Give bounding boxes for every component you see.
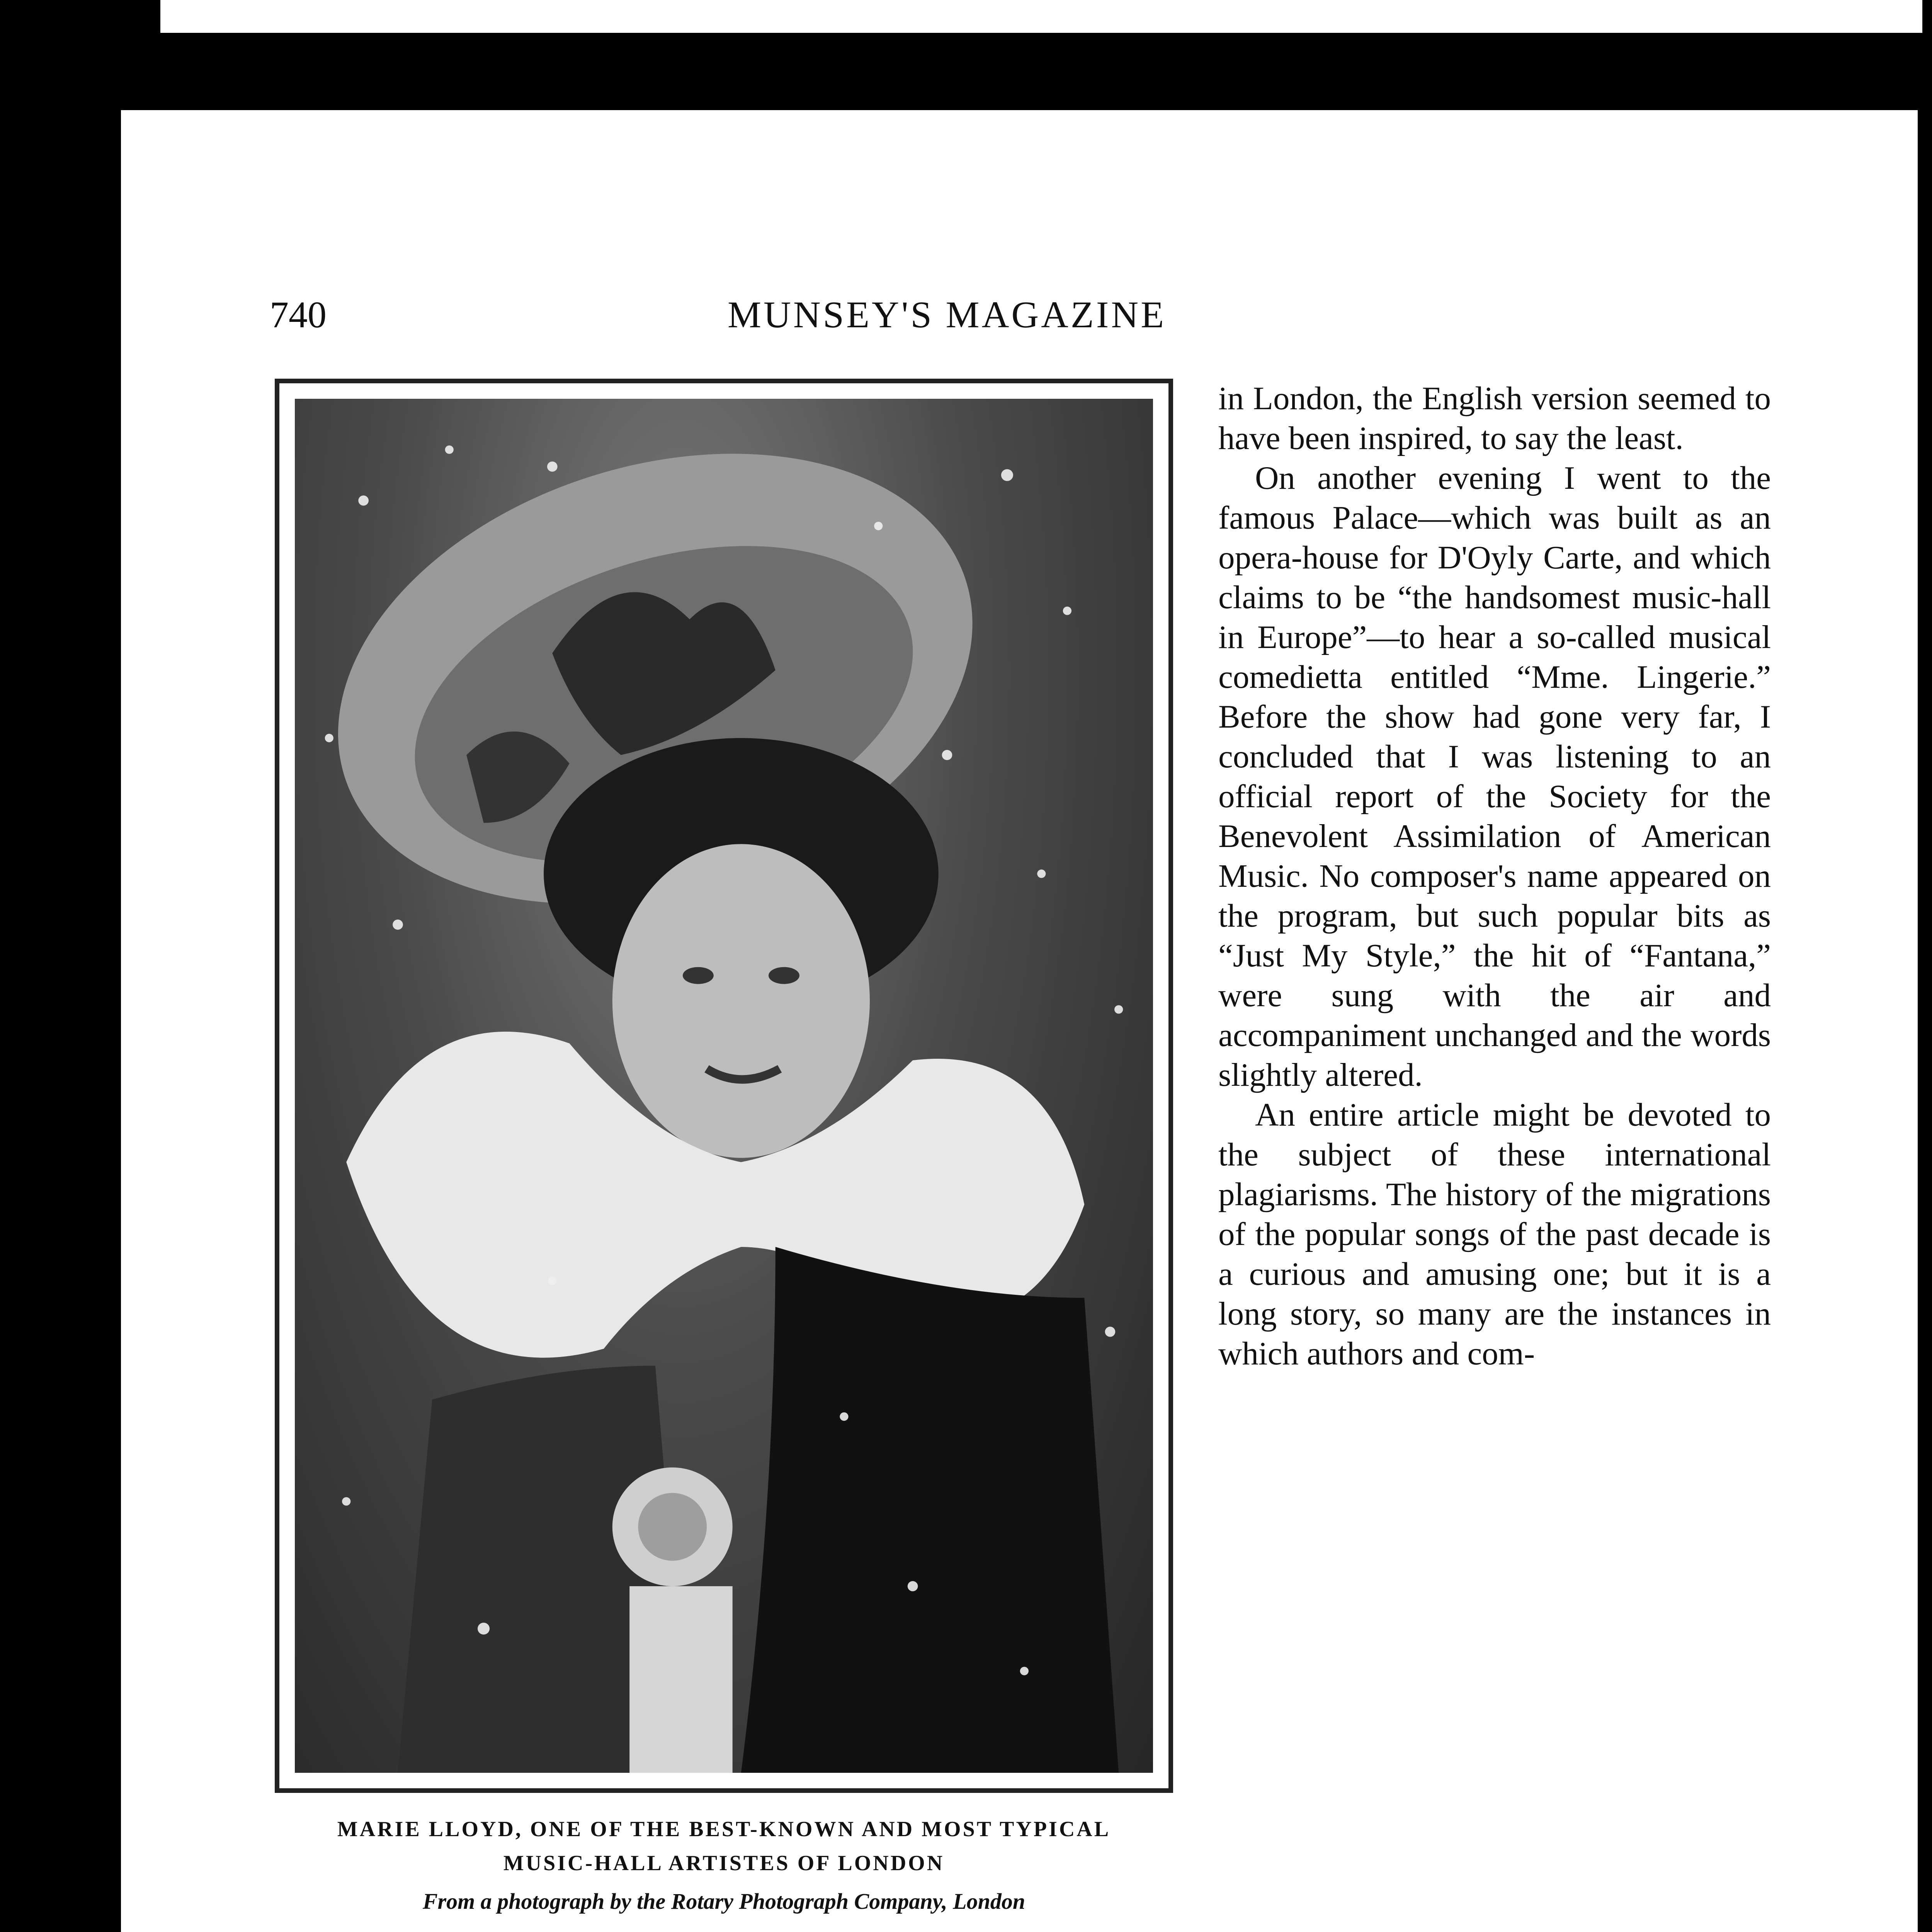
caption-line-1: MARIE LLOYD, ONE OF THE BEST-KNOWN AND MOST TYPICAL — [337, 1817, 1111, 1841]
paragraph: in London, the English version seemed to have been inspired, to say the least. — [1218, 380, 1771, 456]
caption-line-2: MUSIC-HALL ARTISTES OF LONDON — [503, 1851, 945, 1875]
photo-credit: From a photograph by the Rotary Photograph Company, London — [422, 1889, 1026, 1914]
photo-image — [295, 399, 1153, 1773]
portrait-illustration — [295, 399, 1153, 1773]
running-head: MUNSEY'S MAGAZINE — [728, 294, 1167, 336]
page-header — [121, 292, 1918, 342]
portrait-photo — [275, 379, 1173, 1793]
magazine-page — [121, 110, 1918, 1932]
paragraph: An entire article might be devoted to the subject of these international plagiarisms. The history of the migrations of the popular songs of the past decade is a curious and amusing one; but it is a long story, so many are the instances in which authors and com- — [1218, 1097, 1771, 1372]
right-column-text — [1218, 379, 1771, 1374]
paragraph: On another evening I went to the famous Palace—which was built as an opera-house for D'Oyly Carte, and which claims to be “the handsomest music-hall in Europe”—to hear a so-called musical comedietta entitled “Mme. Lingerie.” Before the show had gone very far, I concluded that I was listening to an official report of the Society for the Benevolent Assimilation of American Music. No composer's name appeared on the program, but such popular bits as “Just My Style,” the hit of “Fantana,” were sung with the air and accompaniment unchanged and the words slightly altered. — [1218, 460, 1771, 1093]
figure-caption — [275, 1812, 1173, 1923]
page-number: 740 — [270, 294, 327, 336]
top-page-strip — [160, 0, 1922, 33]
